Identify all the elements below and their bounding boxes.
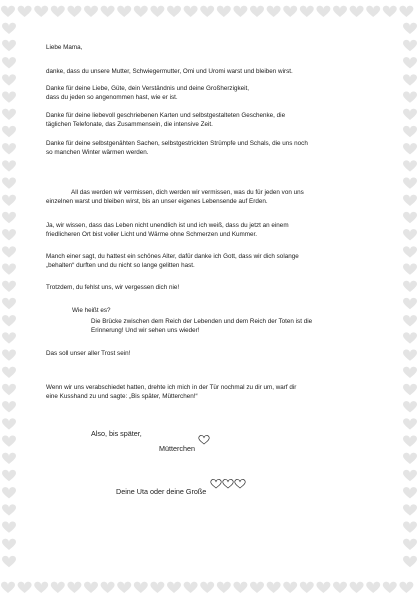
heart-icon xyxy=(403,384,417,395)
heart-icon xyxy=(399,582,413,593)
paragraph-3-line-2: täglichen Telefonate, das Zusammensein, die intensive Zeit. xyxy=(46,121,213,128)
heart-icon xyxy=(233,6,247,17)
heart-icon xyxy=(101,582,115,593)
paragraph-9: Das soll unser aller Trost sein! xyxy=(46,350,131,357)
closing-line-2-row xyxy=(159,440,279,453)
heart-icon xyxy=(316,582,330,593)
heart-icon xyxy=(2,332,16,343)
heart-icon xyxy=(2,539,16,550)
quote-line-2: Erinnerung! Und wir sehen uns wieder! xyxy=(91,327,200,334)
heart-icon xyxy=(267,582,281,593)
paragraph-5-line-2: einzelnen warst und bleiben wirst, bis an unser eigenes Lebensende auf Erden. xyxy=(46,198,268,205)
heart-icon xyxy=(403,470,417,481)
heart-icon xyxy=(2,195,16,206)
heart-icon xyxy=(184,582,198,593)
heart-icon xyxy=(67,6,81,17)
greeting: Liebe Mama, xyxy=(46,44,83,51)
heart-icon xyxy=(2,384,16,395)
heart-icon xyxy=(403,401,417,412)
heart-icon xyxy=(350,582,364,593)
heart-icon xyxy=(403,178,417,189)
heart-icon xyxy=(51,582,65,593)
heart-icon xyxy=(403,246,417,257)
quote-question: Wie heißt es? xyxy=(72,307,111,314)
heart-icon xyxy=(134,6,148,17)
heart-icon xyxy=(150,6,164,17)
heart-icon xyxy=(2,281,16,292)
paragraph-1: danke, dass du unsere Mutter, Schwiegermutter, Omi und Uromi warst und bleiben wirst. xyxy=(46,68,293,75)
heart-icon xyxy=(403,315,417,326)
heart-icon xyxy=(283,582,297,593)
heart-icon xyxy=(250,6,264,17)
heart-icon xyxy=(117,6,131,17)
paragraph-4-line-1: Danke für deine selbstgenähten Sachen, selbstgestrickten Strümpfe und Schals, die uns noch xyxy=(46,140,308,147)
heart-icon xyxy=(316,6,330,17)
heart-icon xyxy=(300,6,314,17)
heart-icon xyxy=(2,418,16,429)
heart-icon xyxy=(2,126,16,137)
heart-icon xyxy=(84,582,98,593)
heart-icon xyxy=(2,298,16,309)
paragraph-2-line-2: dass du jeden so angenommen hast, wie er ist. xyxy=(46,94,178,101)
heart-icon xyxy=(403,504,417,515)
heart-icon xyxy=(2,436,16,447)
heart-icon xyxy=(217,6,231,17)
heart-icon xyxy=(2,504,16,515)
heart-icon xyxy=(403,539,417,550)
heart-icon xyxy=(403,160,417,171)
closing-line-2: Mütterchen xyxy=(159,444,195,453)
heart-icon xyxy=(2,401,16,412)
heart-icon xyxy=(167,6,181,17)
heart-icon xyxy=(383,6,397,17)
heart-icon xyxy=(403,74,417,85)
heart-icon xyxy=(403,195,417,206)
heart-icon xyxy=(1,582,15,593)
heart-icon xyxy=(403,332,417,343)
heart-icon xyxy=(250,582,264,593)
heart-icon xyxy=(2,264,16,275)
heart-icon xyxy=(167,582,181,593)
paragraph-7-line-1: Manch einer sagt, du hattest ein schönes Alter, dafür danke ich Gott, dass wir dich solange xyxy=(46,253,299,260)
heart-icon xyxy=(403,487,417,498)
heart-icon xyxy=(403,57,417,68)
heart-icon xyxy=(403,350,417,361)
heart-icon xyxy=(217,582,231,593)
paragraph-3 xyxy=(46,111,376,129)
heart-icon xyxy=(403,40,417,51)
paragraph-6 xyxy=(46,221,376,239)
paragraph-3-line-1: Danke für deine liebevoll geschriebenen Karten und selbstgestalteten Geschenke, die xyxy=(46,112,286,119)
heart-icon xyxy=(267,6,281,17)
heart-icon xyxy=(403,281,417,292)
quote-block xyxy=(91,317,381,335)
heart-icon xyxy=(403,298,417,309)
heart-icon xyxy=(2,246,16,257)
heart-icon xyxy=(403,418,417,429)
heart-icon xyxy=(2,57,16,68)
heart-icon xyxy=(403,556,417,567)
paragraph-4-line-2: so manchen Winter wärmen werden. xyxy=(46,149,149,156)
heart-icon xyxy=(403,453,417,464)
paragraph-10 xyxy=(46,383,376,401)
heart-icon xyxy=(117,582,131,593)
heart-icon xyxy=(403,367,417,378)
heart-icon xyxy=(399,6,413,17)
heart-outline-icon xyxy=(198,433,210,446)
heart-icon xyxy=(2,212,16,223)
paragraph-2 xyxy=(46,84,376,102)
heart-icon xyxy=(350,6,364,17)
heart-icon xyxy=(2,143,16,154)
heart-outline-icon xyxy=(222,477,234,490)
heart-icon xyxy=(150,582,164,593)
paragraph-7 xyxy=(46,252,376,270)
heart-icon xyxy=(403,109,417,120)
heart-icon xyxy=(333,582,347,593)
signature: Deine Uta oder deine Große xyxy=(116,487,207,496)
heart-icon xyxy=(1,6,15,17)
signature-row xyxy=(116,484,316,497)
heart-icon xyxy=(2,160,16,171)
heart-icon xyxy=(2,367,16,378)
heart-icon xyxy=(383,582,397,593)
heart-icon xyxy=(51,6,65,17)
paragraph-6-line-2: friedlicheren Ort bist voller Licht und Wärme ohne Schmerzen und Kummer. xyxy=(46,231,258,238)
heart-icon xyxy=(2,470,16,481)
heart-icon xyxy=(403,92,417,103)
heart-outline-icon xyxy=(210,477,222,490)
heart-icon xyxy=(101,6,115,17)
paragraph-2-line-1: Danke für deine Liebe, Güte, dein Verständnis und deine Großherzigkeit, xyxy=(46,85,250,92)
heart-icon xyxy=(2,92,16,103)
heart-icon xyxy=(333,6,347,17)
paragraph-10-line-1: Wenn wir uns verabschiedet hatten, drehte ich mich in der Tür nochmal zu dir um, warf dir xyxy=(46,384,297,391)
heart-icon xyxy=(403,143,417,154)
paragraph-10-line-2: eine Kusshand zu und sagte: „Bis später, Mütterchen!“ xyxy=(46,393,198,400)
heart-icon xyxy=(366,6,380,17)
paragraph-8: Trotzdem, du fehlst uns, wir vergessen dich nie! xyxy=(46,284,180,291)
heart-icon xyxy=(2,178,16,189)
heart-icon xyxy=(2,453,16,464)
quote-line-1: Die Brücke zwischen dem Reich der Lebenden und dem Reich der Toten ist die xyxy=(91,318,313,325)
heart-icon xyxy=(2,229,16,240)
paragraph-6-line-1: Ja, wir wissen, dass das Leben nicht unendlich ist und ich weiß, dass du jetzt an einem xyxy=(46,222,289,229)
heart-icon xyxy=(34,582,48,593)
heart-icon xyxy=(84,6,98,17)
heart-icon xyxy=(67,582,81,593)
heart-icon xyxy=(2,487,16,498)
heart-icon xyxy=(403,23,417,34)
heart-icon xyxy=(2,315,16,326)
heart-icon xyxy=(403,522,417,533)
heart-icon xyxy=(2,23,16,34)
heart-icon xyxy=(200,582,214,593)
heart-icon xyxy=(366,582,380,593)
heart-icon xyxy=(34,6,48,17)
paragraph-5-line-1: All das werden wir vermissen, dich werden wir vermissen, was du für jeden von uns xyxy=(71,189,304,196)
heart-icon xyxy=(134,582,148,593)
heart-icon xyxy=(2,40,16,51)
heart-icon xyxy=(18,582,32,593)
heart-icon xyxy=(403,212,417,223)
paragraph-7-line-2: „behalten“ durften und du nicht so lange gelitten hast. xyxy=(46,262,195,269)
heart-icon xyxy=(403,229,417,240)
heart-icon xyxy=(2,522,16,533)
heart-icon xyxy=(300,582,314,593)
heart-icon xyxy=(2,350,16,361)
signature-hearts xyxy=(210,481,246,490)
heart-icon xyxy=(184,6,198,17)
heart-icon xyxy=(18,6,32,17)
heart-icon xyxy=(2,74,16,85)
heart-icon xyxy=(200,6,214,17)
heart-outline-icon xyxy=(234,477,246,490)
heart-icon xyxy=(2,556,16,567)
paragraph-4 xyxy=(46,139,376,157)
heart-icon xyxy=(403,126,417,137)
closing-line-1: Also, bis später, xyxy=(91,429,142,438)
heart-icon xyxy=(233,582,247,593)
heart-icon xyxy=(403,264,417,275)
heart-icon xyxy=(2,109,16,120)
heart-icon xyxy=(283,6,297,17)
paragraph-5 xyxy=(46,188,376,206)
